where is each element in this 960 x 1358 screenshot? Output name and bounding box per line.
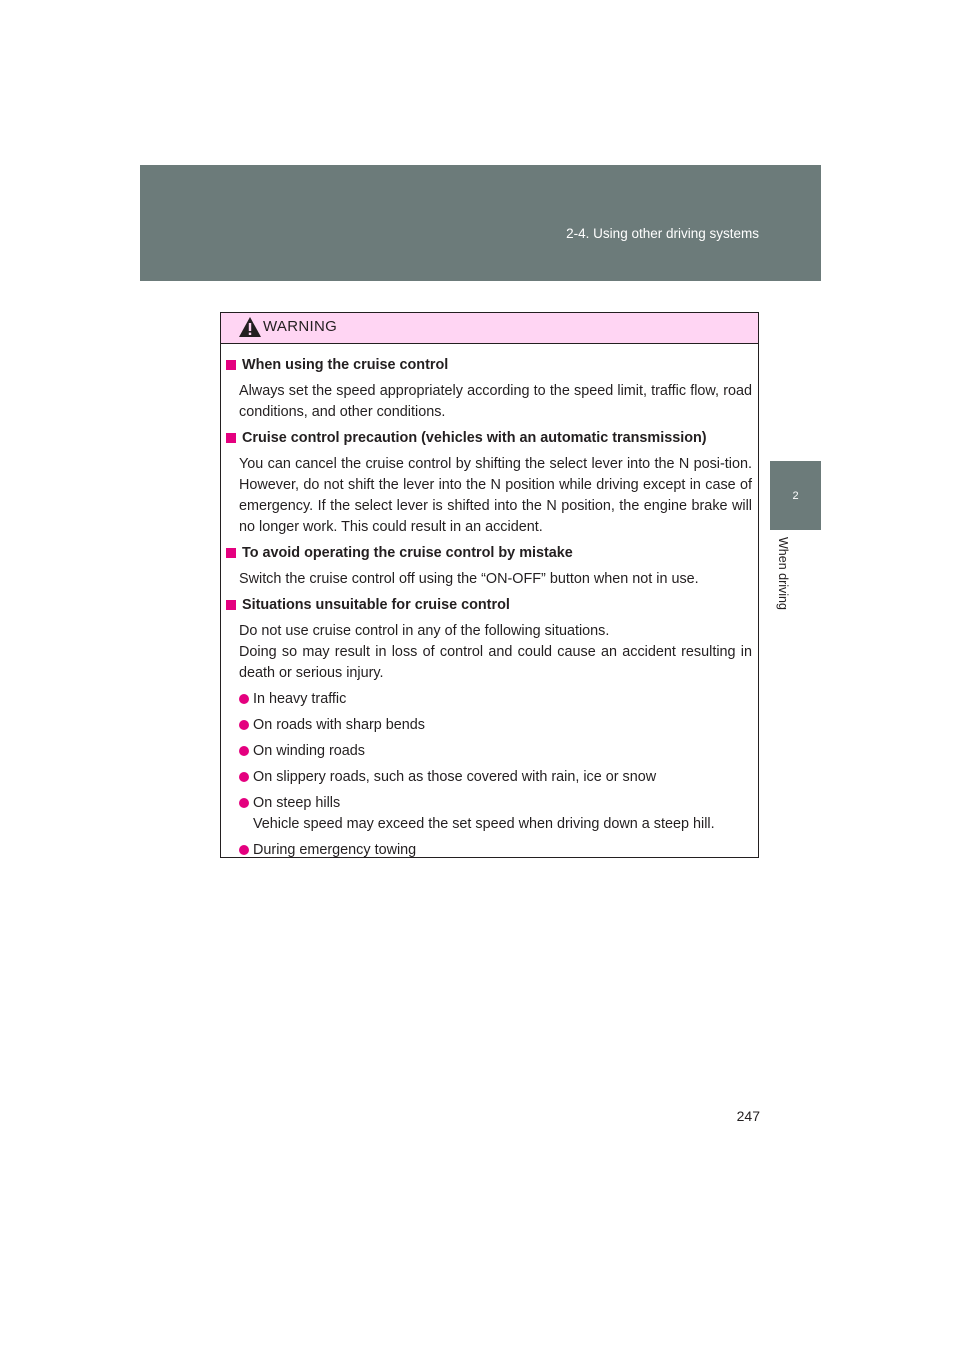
- list-item-note: Vehicle speed may exceed the set speed when driving down a steep hill.: [253, 816, 715, 832]
- list-item-text: On slippery roads, such as those covered with rain, ice or snow: [253, 769, 657, 785]
- item-heading: [226, 428, 752, 449]
- warning-body: [221, 344, 758, 861]
- list-item: [239, 741, 752, 762]
- item-heading-text: To avoid operating the cruise control by mistake: [242, 545, 573, 561]
- square-bullet-icon: [226, 433, 236, 443]
- chapter-tab: [770, 461, 821, 530]
- chapter-number: 2: [792, 490, 799, 502]
- warning-box: [220, 312, 759, 858]
- list-item-text: On steep hills: [253, 795, 341, 811]
- list-item: [239, 793, 752, 835]
- dot-bullet-icon: [239, 746, 249, 756]
- item-heading-text: Situations unsuitable for cruise control: [242, 597, 510, 613]
- item-text: Doing so may result in loss of control and could cause an accident resulting in death or serious injury.: [239, 644, 752, 681]
- dot-bullet-icon: [239, 798, 249, 808]
- item-heading-text: Cruise control precaution (vehicles with an automatic transmission): [242, 430, 707, 446]
- list-item: [239, 767, 752, 788]
- list-item: [239, 689, 752, 710]
- item-heading: [226, 355, 752, 376]
- list-item: [239, 840, 752, 861]
- item-text: Always set the speed appropriately according to the speed limit, traffic flow, road conditions, and other conditions.: [239, 383, 752, 420]
- square-bullet-icon: [226, 600, 236, 610]
- page-number: 247: [736, 1108, 760, 1124]
- list-item-text: On roads with sharp bends: [253, 717, 425, 733]
- item-heading: [226, 595, 752, 616]
- list-item-text: In heavy traffic: [253, 691, 347, 707]
- dot-bullet-icon: [239, 720, 249, 730]
- list-item-text: During emergency towing: [253, 842, 417, 858]
- dot-bullet-icon: [239, 772, 249, 782]
- dot-bullet-icon: [239, 845, 249, 855]
- chapter-label: When driving: [776, 537, 790, 610]
- warning-header: [221, 313, 758, 344]
- warning-triangle-icon: [238, 316, 262, 338]
- section-title: 2-4. Using other driving systems: [566, 226, 759, 241]
- dot-bullet-icon: [239, 694, 249, 704]
- square-bullet-icon: [226, 360, 236, 370]
- square-bullet-icon: [226, 548, 236, 558]
- item-heading: [226, 543, 752, 564]
- item-text: You can cancel the cruise control by shifting the select lever into the N posi-tion. However, do not shift the lever into the N position while driving except in case of emergency. If the select lever is shifted into the N position, the engine brake will no longer work. This could result in an accident.: [239, 456, 752, 535]
- item-text: Do not use cruise control in any of the following situations.: [239, 623, 610, 639]
- situations-list: [239, 689, 752, 861]
- list-item-text: On winding roads: [253, 743, 365, 759]
- list-item-lines: [253, 793, 715, 835]
- header-band: [140, 165, 821, 281]
- item-heading-text: When using the cruise control: [242, 357, 449, 373]
- warning-title: WARNING: [263, 318, 338, 335]
- list-item: [239, 715, 752, 736]
- item-text: Switch the cruise control off using the “ON-OFF” button when not in use.: [239, 571, 699, 587]
